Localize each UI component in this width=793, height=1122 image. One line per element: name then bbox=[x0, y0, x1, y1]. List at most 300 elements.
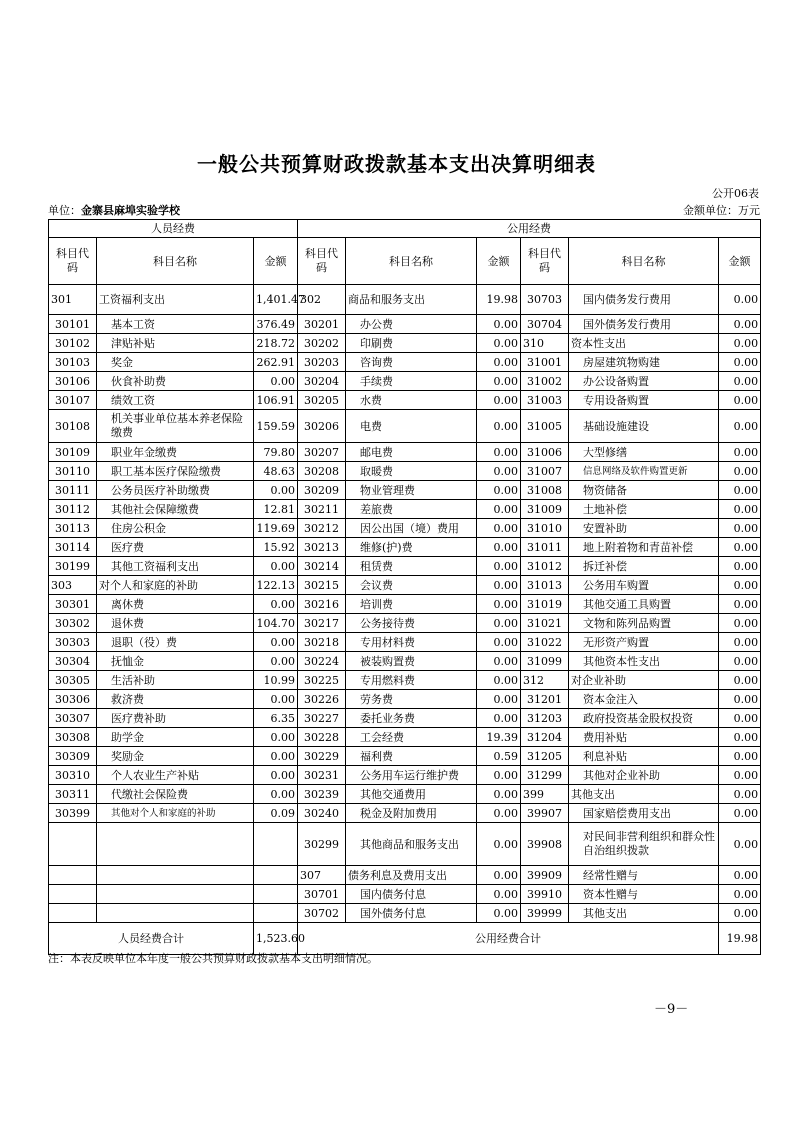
public-a-code-cell: 30240 bbox=[298, 804, 346, 823]
personnel-name-cell: 其他对个人和家庭的补助 bbox=[97, 804, 254, 823]
public-a-code-cell: 30701 bbox=[298, 885, 346, 904]
public-b-amount-cell: 0.00 bbox=[719, 462, 761, 481]
public-b-name-cell: 公务用车购置 bbox=[569, 576, 719, 595]
table-row bbox=[49, 519, 761, 538]
public-b-amount-cell: 0.00 bbox=[719, 690, 761, 709]
personnel-name-cell: 公务员医疗补助缴费 bbox=[97, 481, 254, 500]
table-row bbox=[49, 462, 761, 481]
public-a-name-cell: 劳务费 bbox=[346, 690, 477, 709]
public-a-name-cell: 因公出国（境）费用 bbox=[346, 519, 477, 538]
personnel-name-cell bbox=[97, 885, 254, 904]
personnel-total-label: 人员经费合计 bbox=[49, 923, 254, 955]
public-b-amount-cell: 0.00 bbox=[719, 904, 761, 923]
personnel-amount-cell: 1,401.47 bbox=[254, 285, 298, 315]
public-a-name-cell: 培训费 bbox=[346, 595, 477, 614]
public-b-name-cell: 费用补贴 bbox=[569, 728, 719, 747]
public-a-code-cell: 30212 bbox=[298, 519, 346, 538]
public-b-code-cell: 31012 bbox=[521, 557, 569, 576]
column-header-amount: 金额 bbox=[254, 238, 298, 285]
table-row bbox=[49, 904, 761, 923]
personnel-name-cell: 基本工资 bbox=[97, 315, 254, 334]
group-header-row bbox=[49, 220, 761, 238]
public-a-name-cell: 债务利息及费用支出 bbox=[346, 866, 477, 885]
column-header-name: 科目名称 bbox=[97, 238, 254, 285]
public-a-name-cell: 差旅费 bbox=[346, 500, 477, 519]
public-b-amount-cell: 0.00 bbox=[719, 728, 761, 747]
column-header-amount: 金额 bbox=[719, 238, 761, 285]
public-a-name-cell: 邮电费 bbox=[346, 443, 477, 462]
public-b-code-cell: 31204 bbox=[521, 728, 569, 747]
public-b-amount-cell: 0.00 bbox=[719, 595, 761, 614]
public-a-code-cell: 30213 bbox=[298, 538, 346, 557]
public-a-code-cell: 30203 bbox=[298, 353, 346, 372]
personnel-code-cell: 30304 bbox=[49, 652, 97, 671]
personnel-name-cell bbox=[97, 866, 254, 885]
personnel-name-cell bbox=[97, 823, 254, 866]
public-b-name-cell: 专用设备购置 bbox=[569, 391, 719, 410]
public-a-name-cell: 租赁费 bbox=[346, 557, 477, 576]
table-row bbox=[49, 633, 761, 652]
public-a-name-cell: 咨询费 bbox=[346, 353, 477, 372]
public-a-name-cell: 物业管理费 bbox=[346, 481, 477, 500]
page-number: －9－ bbox=[654, 1002, 689, 1017]
public-a-code-cell: 30201 bbox=[298, 315, 346, 334]
public-b-amount-cell: 0.00 bbox=[719, 576, 761, 595]
public-b-name-cell: 国家赔偿费用支出 bbox=[569, 804, 719, 823]
personnel-amount-cell: 0.00 bbox=[254, 595, 298, 614]
personnel-code-cell: 30109 bbox=[49, 443, 97, 462]
public-a-code-cell: 30211 bbox=[298, 500, 346, 519]
public-b-name-cell: 对民间非营利组织和群众性自治组织拨款 bbox=[569, 823, 719, 866]
public-b-name-cell: 安置补助 bbox=[569, 519, 719, 538]
public-b-name-cell: 办公设备购置 bbox=[569, 372, 719, 391]
public-b-code-cell: 39910 bbox=[521, 885, 569, 904]
public-a-code-cell: 30299 bbox=[298, 823, 346, 866]
public-b-amount-cell: 0.00 bbox=[719, 671, 761, 690]
personnel-name-cell: 其他工资福利支出 bbox=[97, 557, 254, 576]
public-b-amount-cell: 0.00 bbox=[719, 353, 761, 372]
personnel-name-cell bbox=[97, 904, 254, 923]
table-row bbox=[49, 500, 761, 519]
public-b-amount-cell: 0.00 bbox=[719, 334, 761, 353]
public-b-name-cell: 其他对企业补助 bbox=[569, 766, 719, 785]
public-b-amount-cell: 0.00 bbox=[719, 557, 761, 576]
personnel-code-cell: 30303 bbox=[49, 633, 97, 652]
public-a-code-cell: 30231 bbox=[298, 766, 346, 785]
personnel-code-cell: 301 bbox=[49, 285, 97, 315]
public-b-amount-cell: 0.00 bbox=[719, 500, 761, 519]
public-b-code-cell: 312 bbox=[521, 671, 569, 690]
table-row bbox=[49, 728, 761, 747]
personnel-name-cell: 工资福利支出 bbox=[97, 285, 254, 315]
public-a-amount-cell: 0.00 bbox=[477, 391, 521, 410]
personnel-code-cell bbox=[49, 904, 97, 923]
table-row bbox=[49, 391, 761, 410]
public-a-amount-cell: 0.00 bbox=[477, 652, 521, 671]
public-b-amount-cell: 0.00 bbox=[719, 766, 761, 785]
public-a-code-cell: 30214 bbox=[298, 557, 346, 576]
public-a-amount-cell: 19.98 bbox=[477, 285, 521, 315]
personnel-name-cell: 职业年金缴费 bbox=[97, 443, 254, 462]
public-a-name-cell: 国外债务付息 bbox=[346, 904, 477, 923]
public-a-code-cell: 30224 bbox=[298, 652, 346, 671]
public-a-code-cell: 30202 bbox=[298, 334, 346, 353]
public-a-amount-cell: 0.00 bbox=[477, 500, 521, 519]
personnel-name-cell: 津贴补贴 bbox=[97, 334, 254, 353]
public-a-amount-cell: 0.00 bbox=[477, 315, 521, 334]
public-a-amount-cell: 0.00 bbox=[477, 410, 521, 443]
public-b-code-cell: 31005 bbox=[521, 410, 569, 443]
table-row bbox=[49, 747, 761, 766]
table-row bbox=[49, 595, 761, 614]
public-a-name-cell: 水费 bbox=[346, 391, 477, 410]
personnel-code-cell: 30301 bbox=[49, 595, 97, 614]
public-a-amount-cell: 0.00 bbox=[477, 671, 521, 690]
personnel-name-cell: 退职（役）费 bbox=[97, 633, 254, 652]
public-b-amount-cell: 0.00 bbox=[719, 823, 761, 866]
public-b-code-cell: 31007 bbox=[521, 462, 569, 481]
personnel-amount-cell: 6.35 bbox=[254, 709, 298, 728]
personnel-amount-cell: 0.00 bbox=[254, 481, 298, 500]
public-a-code-cell: 30702 bbox=[298, 904, 346, 923]
unit-label bbox=[48, 202, 180, 218]
table-row bbox=[49, 785, 761, 804]
personnel-amount-cell: 0.00 bbox=[254, 557, 298, 576]
personnel-code-cell: 30111 bbox=[49, 481, 97, 500]
personnel-code-cell: 30101 bbox=[49, 315, 97, 334]
personnel-name-cell: 救济费 bbox=[97, 690, 254, 709]
public-b-amount-cell: 0.00 bbox=[719, 866, 761, 885]
column-header-code: 科目代码 bbox=[521, 238, 569, 285]
personnel-code-cell: 30108 bbox=[49, 410, 97, 443]
public-a-name-cell: 其他商品和服务支出 bbox=[346, 823, 477, 866]
personnel-name-cell: 退休费 bbox=[97, 614, 254, 633]
public-b-amount-cell: 0.00 bbox=[719, 481, 761, 500]
personnel-code-cell: 30112 bbox=[49, 500, 97, 519]
public-b-name-cell: 文物和陈列品购置 bbox=[569, 614, 719, 633]
personnel-amount-cell: 0.00 bbox=[254, 633, 298, 652]
public-a-amount-cell: 0.00 bbox=[477, 614, 521, 633]
public-b-name-cell: 信息网络及软件购置更新 bbox=[569, 462, 719, 481]
public-a-amount-cell: 0.00 bbox=[477, 766, 521, 785]
public-b-code-cell: 31001 bbox=[521, 353, 569, 372]
personnel-name-cell: 对个人和家庭的补助 bbox=[97, 576, 254, 595]
personnel-amount-cell: 0.00 bbox=[254, 372, 298, 391]
public-b-name-cell: 国外债务发行费用 bbox=[569, 315, 719, 334]
public-b-code-cell: 31006 bbox=[521, 443, 569, 462]
personnel-amount-cell: 0.00 bbox=[254, 785, 298, 804]
personnel-amount-cell: 119.69 bbox=[254, 519, 298, 538]
public-b-code-cell: 39907 bbox=[521, 804, 569, 823]
public-b-name-cell: 大型修缮 bbox=[569, 443, 719, 462]
personnel-amount-cell: 0.00 bbox=[254, 747, 298, 766]
public-a-code-cell: 30229 bbox=[298, 747, 346, 766]
personnel-amount-cell: 15.92 bbox=[254, 538, 298, 557]
public-b-amount-cell: 0.00 bbox=[719, 285, 761, 315]
public-a-amount-cell: 0.00 bbox=[477, 885, 521, 904]
public-b-code-cell: 30703 bbox=[521, 285, 569, 315]
public-b-name-cell: 对企业补助 bbox=[569, 671, 719, 690]
public-b-code-cell: 31002 bbox=[521, 372, 569, 391]
public-a-code-cell: 30217 bbox=[298, 614, 346, 633]
public-b-code-cell: 31019 bbox=[521, 595, 569, 614]
public-b-name-cell: 资本性支出 bbox=[569, 334, 719, 353]
public-total-label: 公用经费合计 bbox=[298, 923, 719, 955]
public-b-code-cell: 31010 bbox=[521, 519, 569, 538]
public-a-name-cell: 电费 bbox=[346, 410, 477, 443]
public-b-name-cell: 其他支出 bbox=[569, 785, 719, 804]
public-b-name-cell: 其他支出 bbox=[569, 904, 719, 923]
table-row bbox=[49, 671, 761, 690]
public-b-amount-cell: 0.00 bbox=[719, 519, 761, 538]
personnel-amount-cell: 0.00 bbox=[254, 690, 298, 709]
personnel-amount-cell: 218.72 bbox=[254, 334, 298, 353]
table-row bbox=[49, 576, 761, 595]
public-a-code-cell: 30225 bbox=[298, 671, 346, 690]
personnel-code-cell: 30103 bbox=[49, 353, 97, 372]
public-a-amount-cell: 0.00 bbox=[477, 904, 521, 923]
public-b-amount-cell: 0.00 bbox=[719, 315, 761, 334]
personnel-name-cell: 医疗费 bbox=[97, 538, 254, 557]
group-header-personnel: 人员经费 bbox=[49, 220, 298, 238]
public-b-code-cell: 39909 bbox=[521, 866, 569, 885]
personnel-name-cell: 绩效工资 bbox=[97, 391, 254, 410]
personnel-code-cell: 30310 bbox=[49, 766, 97, 785]
table-code-label: 公开06表 bbox=[712, 187, 759, 200]
public-a-name-cell: 商品和服务支出 bbox=[346, 285, 477, 315]
public-a-code-cell: 30218 bbox=[298, 633, 346, 652]
table-row bbox=[49, 481, 761, 500]
public-b-code-cell: 39908 bbox=[521, 823, 569, 866]
public-a-amount-cell: 0.00 bbox=[477, 519, 521, 538]
table-row bbox=[49, 353, 761, 372]
public-a-amount-cell: 0.00 bbox=[477, 334, 521, 353]
personnel-total-value: 1,523.60 bbox=[254, 923, 298, 955]
public-b-amount-cell: 0.00 bbox=[719, 709, 761, 728]
personnel-name-cell: 医疗费补助 bbox=[97, 709, 254, 728]
personnel-code-cell bbox=[49, 885, 97, 904]
public-a-amount-cell: 0.00 bbox=[477, 353, 521, 372]
public-b-amount-cell: 0.00 bbox=[719, 633, 761, 652]
table-row bbox=[49, 885, 761, 904]
public-b-code-cell: 31022 bbox=[521, 633, 569, 652]
public-a-code-cell: 30208 bbox=[298, 462, 346, 481]
table-row bbox=[49, 334, 761, 353]
table-row bbox=[49, 652, 761, 671]
public-b-code-cell: 31009 bbox=[521, 500, 569, 519]
personnel-code-cell: 30311 bbox=[49, 785, 97, 804]
table-row bbox=[49, 709, 761, 728]
column-header-name: 科目名称 bbox=[569, 238, 719, 285]
footnote: 注：本表反映单位本年度一般公共预算财政拨款基本支出明细情况。 bbox=[48, 952, 378, 965]
personnel-name-cell: 住房公积金 bbox=[97, 519, 254, 538]
personnel-name-cell: 离休费 bbox=[97, 595, 254, 614]
personnel-amount-cell: 159.59 bbox=[254, 410, 298, 443]
public-b-name-cell: 基础设施建设 bbox=[569, 410, 719, 443]
personnel-code-cell: 30199 bbox=[49, 557, 97, 576]
personnel-amount-cell: 104.70 bbox=[254, 614, 298, 633]
public-b-amount-cell: 0.00 bbox=[719, 747, 761, 766]
public-b-code-cell: 31021 bbox=[521, 614, 569, 633]
public-a-name-cell: 公务用车运行维护费 bbox=[346, 766, 477, 785]
table-row bbox=[49, 410, 761, 443]
personnel-amount-cell bbox=[254, 866, 298, 885]
public-a-name-cell: 印刷费 bbox=[346, 334, 477, 353]
public-b-name-cell: 其他交通工具购置 bbox=[569, 595, 719, 614]
public-b-code-cell: 31013 bbox=[521, 576, 569, 595]
public-b-code-cell: 31003 bbox=[521, 391, 569, 410]
public-b-name-cell: 房屋建筑物购建 bbox=[569, 353, 719, 372]
public-a-amount-cell: 0.00 bbox=[477, 557, 521, 576]
table-row bbox=[49, 315, 761, 334]
table-row bbox=[49, 443, 761, 462]
public-a-code-cell: 307 bbox=[298, 866, 346, 885]
table-row bbox=[49, 804, 761, 823]
public-a-name-cell: 公务接待费 bbox=[346, 614, 477, 633]
public-a-name-cell: 税金及附加费用 bbox=[346, 804, 477, 823]
public-b-name-cell: 无形资产购置 bbox=[569, 633, 719, 652]
personnel-code-cell: 30306 bbox=[49, 690, 97, 709]
public-b-code-cell: 30704 bbox=[521, 315, 569, 334]
public-b-name-cell: 资本金注入 bbox=[569, 690, 719, 709]
public-a-amount-cell: 0.00 bbox=[477, 690, 521, 709]
public-a-amount-cell: 0.00 bbox=[477, 462, 521, 481]
group-header-public: 公用经费 bbox=[298, 220, 761, 238]
personnel-code-cell: 30114 bbox=[49, 538, 97, 557]
personnel-name-cell: 个人农业生产补贴 bbox=[97, 766, 254, 785]
public-a-code-cell: 30205 bbox=[298, 391, 346, 410]
personnel-amount-cell: 79.80 bbox=[254, 443, 298, 462]
public-a-code-cell: 30239 bbox=[298, 785, 346, 804]
public-a-code-cell: 30215 bbox=[298, 576, 346, 595]
public-b-name-cell: 拆迁补偿 bbox=[569, 557, 719, 576]
personnel-amount-cell: 12.81 bbox=[254, 500, 298, 519]
public-a-code-cell: 30228 bbox=[298, 728, 346, 747]
column-header-code: 科目代码 bbox=[298, 238, 346, 285]
personnel-amount-cell: 262.91 bbox=[254, 353, 298, 372]
public-b-code-cell: 399 bbox=[521, 785, 569, 804]
public-b-amount-cell: 0.00 bbox=[719, 614, 761, 633]
table-row bbox=[49, 866, 761, 885]
public-a-amount-cell: 0.00 bbox=[477, 866, 521, 885]
public-total-value: 19.98 bbox=[719, 923, 761, 955]
public-b-name-cell: 利息补贴 bbox=[569, 747, 719, 766]
public-a-amount-cell: 0.00 bbox=[477, 372, 521, 391]
public-b-amount-cell: 0.00 bbox=[719, 538, 761, 557]
public-a-code-cell: 30226 bbox=[298, 690, 346, 709]
public-a-amount-cell: 0.00 bbox=[477, 823, 521, 866]
public-a-name-cell: 会议费 bbox=[346, 576, 477, 595]
public-a-name-cell: 专用材料费 bbox=[346, 633, 477, 652]
personnel-name-cell: 伙食补助费 bbox=[97, 372, 254, 391]
personnel-amount-cell: 106.91 bbox=[254, 391, 298, 410]
personnel-code-cell: 30302 bbox=[49, 614, 97, 633]
table-row bbox=[49, 614, 761, 633]
public-a-code-cell: 30227 bbox=[298, 709, 346, 728]
public-a-amount-cell: 0.00 bbox=[477, 538, 521, 557]
public-a-amount-cell: 0.00 bbox=[477, 709, 521, 728]
public-b-amount-cell: 0.00 bbox=[719, 785, 761, 804]
public-a-amount-cell: 0.00 bbox=[477, 633, 521, 652]
public-a-amount-cell: 0.00 bbox=[477, 576, 521, 595]
personnel-name-cell: 奖金 bbox=[97, 353, 254, 372]
public-b-name-cell: 资本性赠与 bbox=[569, 885, 719, 904]
public-a-name-cell: 其他交通费用 bbox=[346, 785, 477, 804]
table-row bbox=[49, 372, 761, 391]
public-b-amount-cell: 0.00 bbox=[719, 652, 761, 671]
unit-prefix: 单位： bbox=[48, 204, 81, 217]
personnel-amount-cell: 0.00 bbox=[254, 728, 298, 747]
public-a-name-cell: 办公费 bbox=[346, 315, 477, 334]
personnel-code-cell: 30102 bbox=[49, 334, 97, 353]
public-a-amount-cell: 0.00 bbox=[477, 785, 521, 804]
personnel-amount-cell: 376.49 bbox=[254, 315, 298, 334]
column-header-amount: 金额 bbox=[477, 238, 521, 285]
public-a-name-cell: 被装购置费 bbox=[346, 652, 477, 671]
personnel-code-cell: 303 bbox=[49, 576, 97, 595]
personnel-amount-cell: 48.63 bbox=[254, 462, 298, 481]
table-row bbox=[49, 766, 761, 785]
page-title: 一般公共预算财政拨款基本支出决算明细表 bbox=[197, 152, 596, 176]
public-b-code-cell: 31011 bbox=[521, 538, 569, 557]
personnel-name-cell: 奖励金 bbox=[97, 747, 254, 766]
personnel-amount-cell: 0.00 bbox=[254, 766, 298, 785]
public-a-amount-cell: 0.59 bbox=[477, 747, 521, 766]
personnel-code-cell: 30307 bbox=[49, 709, 97, 728]
public-b-name-cell: 其他资本性支出 bbox=[569, 652, 719, 671]
column-header-name: 科目名称 bbox=[346, 238, 477, 285]
personnel-amount-cell: 0.00 bbox=[254, 652, 298, 671]
public-b-code-cell: 39999 bbox=[521, 904, 569, 923]
public-b-code-cell: 31099 bbox=[521, 652, 569, 671]
public-a-amount-cell: 0.00 bbox=[477, 595, 521, 614]
public-b-name-cell: 物资储备 bbox=[569, 481, 719, 500]
public-a-name-cell: 福利费 bbox=[346, 747, 477, 766]
personnel-code-cell bbox=[49, 866, 97, 885]
personnel-name-cell: 职工基本医疗保险缴费 bbox=[97, 462, 254, 481]
public-a-code-cell: 302 bbox=[298, 285, 346, 315]
personnel-name-cell: 助学金 bbox=[97, 728, 254, 747]
personnel-code-cell: 30305 bbox=[49, 671, 97, 690]
public-b-code-cell: 31299 bbox=[521, 766, 569, 785]
public-b-code-cell: 31203 bbox=[521, 709, 569, 728]
public-a-code-cell: 30209 bbox=[298, 481, 346, 500]
public-a-name-cell: 专用燃料费 bbox=[346, 671, 477, 690]
public-b-code-cell: 31205 bbox=[521, 747, 569, 766]
public-b-amount-cell: 0.00 bbox=[719, 804, 761, 823]
amount-unit: 金额单位：万元 bbox=[683, 204, 760, 217]
personnel-name-cell: 生活补助 bbox=[97, 671, 254, 690]
public-b-amount-cell: 0.00 bbox=[719, 443, 761, 462]
expenditure-table bbox=[48, 219, 761, 955]
personnel-code-cell: 30309 bbox=[49, 747, 97, 766]
public-a-code-cell: 30216 bbox=[298, 595, 346, 614]
public-b-amount-cell: 0.00 bbox=[719, 372, 761, 391]
public-a-name-cell: 取暖费 bbox=[346, 462, 477, 481]
table-row bbox=[49, 285, 761, 315]
public-b-code-cell: 31201 bbox=[521, 690, 569, 709]
table-row bbox=[49, 538, 761, 557]
personnel-code-cell: 30107 bbox=[49, 391, 97, 410]
public-b-code-cell: 310 bbox=[521, 334, 569, 353]
personnel-code-cell bbox=[49, 823, 97, 866]
public-a-name-cell: 手续费 bbox=[346, 372, 477, 391]
unit-row bbox=[48, 202, 760, 218]
personnel-amount-cell: 0.09 bbox=[254, 804, 298, 823]
column-header-code: 科目代码 bbox=[49, 238, 97, 285]
public-a-name-cell: 委托业务费 bbox=[346, 709, 477, 728]
public-a-code-cell: 30207 bbox=[298, 443, 346, 462]
